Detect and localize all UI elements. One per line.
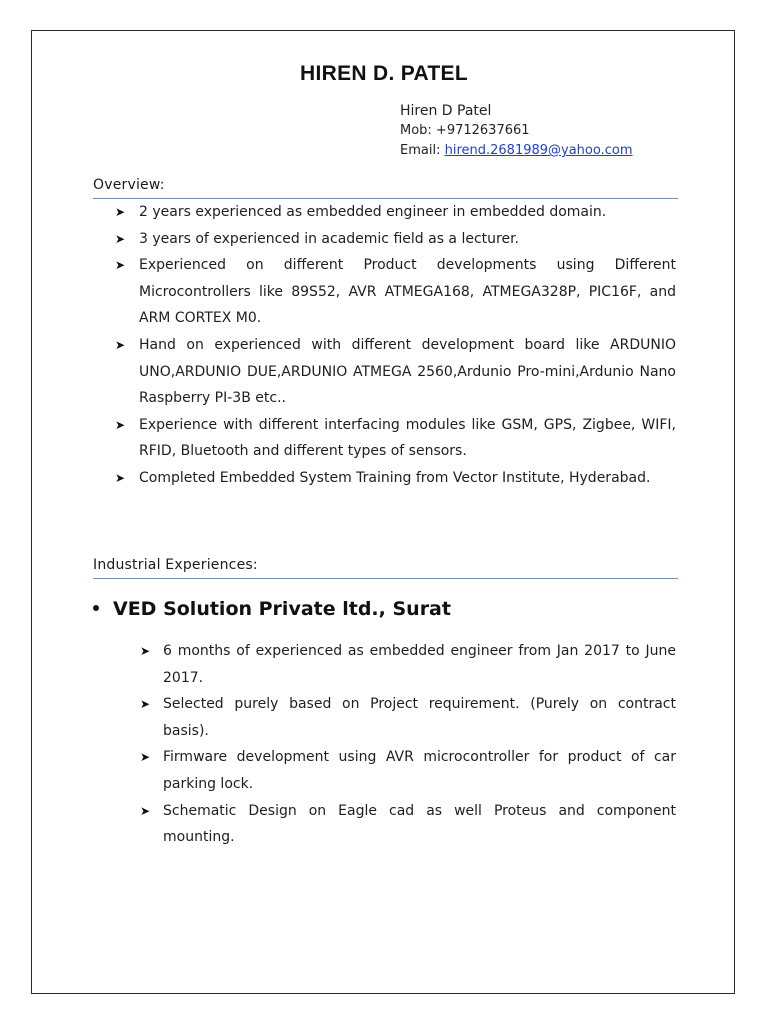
arrowhead-bullet-icon: ➤	[140, 750, 151, 765]
overview-item	[115, 465, 676, 492]
overview-heading: Overview:	[93, 177, 678, 199]
overview-item	[115, 332, 676, 412]
arrowhead-bullet-icon: ➤	[115, 258, 126, 273]
overview-item	[115, 199, 676, 226]
resume-name-title: HIREN D. PATEL	[300, 62, 468, 85]
overview-item-text: Experience with different interfacing modules like GSM, GPS, Zigbee, WIFI, RFID, Bluetooth and different types of sensors.	[139, 416, 676, 460]
industrial-item-text: Firmware development using AVR microcontroller for product of car parking lock.	[163, 749, 676, 792]
overview-list	[115, 199, 676, 492]
contact-email-line	[400, 141, 633, 161]
overview-item-text: 2 years experienced as embedded engineer in embedded domain.	[139, 204, 607, 220]
arrowhead-bullet-icon: ➤	[115, 205, 126, 219]
arrowhead-bullet-icon: ➤	[115, 337, 126, 352]
industrial-item-text: Schematic Design on Eagle cad as well Proteus and component mounting.	[163, 802, 676, 846]
industrial-item	[140, 798, 676, 851]
round-bullet-icon	[93, 605, 99, 611]
arrowhead-bullet-icon: ➤	[140, 803, 151, 818]
contact-block	[400, 101, 633, 161]
overview-item-text: 3 years of experienced in academic field as a lecturer.	[139, 230, 520, 247]
arrowhead-bullet-icon: ➤	[115, 231, 126, 246]
company-name: VED Solution Private ltd., Surat	[113, 598, 451, 620]
overview-item	[115, 252, 676, 332]
industrial-item	[140, 638, 676, 691]
arrowhead-bullet-icon: ➤	[140, 644, 151, 658]
industrial-list	[140, 638, 676, 851]
arrowhead-bullet-icon: ➤	[140, 697, 151, 712]
overview-item	[115, 412, 676, 465]
arrowhead-bullet-icon: ➤	[115, 470, 126, 485]
contact-email-link[interactable]: hirend.2681989@yahoo.com	[444, 143, 633, 158]
contact-name: Hiren D Patel	[400, 103, 492, 119]
overview-item-text: Hand on experienced with different development board like ARDUNIO UNO,ARDUNIO DUE,ARDUNIO ATMEGA 2560,Ardunio Pro-mini,Ardunio Nano Raspberry PI-3B etc..	[139, 336, 676, 407]
industrial-item-text: Selected purely based on Project requirement. (Purely on contract basis).	[163, 696, 676, 739]
overview-item-text: Completed Embedded System Training from Vector Institute, Hyderabad.	[139, 469, 651, 486]
industrial-item	[140, 744, 676, 797]
industrial-item	[140, 691, 676, 744]
overview-item	[115, 226, 676, 253]
industrial-item-text: 6 months of experienced as embedded engineer from Jan 2017 to June 2017.	[163, 643, 676, 686]
arrowhead-bullet-icon: ➤	[115, 417, 126, 432]
industrial-heading: Industrial Experiences:	[93, 557, 678, 579]
contact-email-label: Email:	[400, 143, 445, 158]
company-title	[93, 598, 451, 620]
contact-mobile: Mob: +9712637661	[400, 123, 530, 138]
overview-item-text: Experienced on different Product developments using Different Microcontrollers like 89S52, AVR ATMEGA168, ATMEGA328P, PIC16F, and ARM CORTEX M0.	[139, 257, 676, 327]
